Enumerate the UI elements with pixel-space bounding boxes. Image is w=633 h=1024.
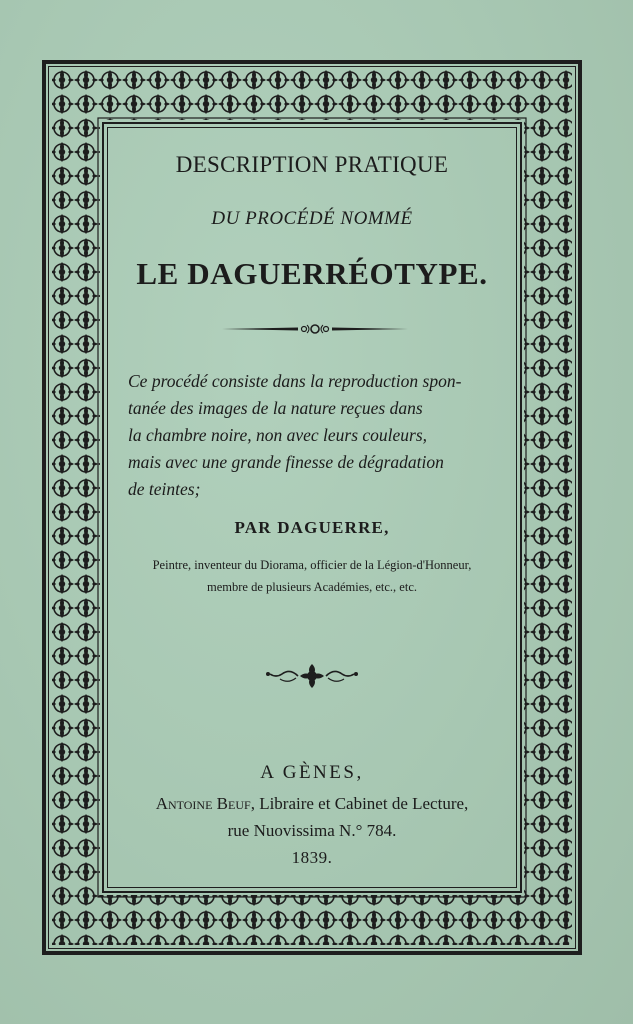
title-line-2: DU PROCÉDÉ NOMMÉ: [211, 208, 413, 229]
imprint-address: rue Nuovissima N.° 784.: [227, 821, 397, 840]
publisher-name: Antoine Beuf: [155, 794, 251, 813]
description-line: Ce procédé consiste dans la reproduction spon-: [128, 371, 462, 391]
description-line: la chambre noire, non avec leurs couleurs,: [128, 425, 428, 445]
imprint-year: 1839.: [291, 848, 333, 867]
publisher-details: , Libraire et Cabinet de Lecture,: [250, 794, 469, 813]
description-line: tanée des images de la nature reçues dans: [128, 398, 423, 418]
author-credentials-1: Peintre, inventeur du Diorama, officier de la Légion-d'Honneur,: [152, 558, 472, 572]
imprint-publisher: [100, 794, 524, 814]
title-main: LE DAGUERRÉOTYPE.: [136, 256, 488, 291]
description-line: de teintes;: [128, 479, 201, 499]
title-page: [110, 130, 514, 885]
imprint-place: A GÈNES,: [260, 762, 364, 783]
fleuron-icon: [262, 662, 362, 690]
author-byline: PAR DAGUERRE,: [234, 518, 390, 537]
decorative-rule-icon: [220, 320, 410, 338]
description-paragraph: [128, 368, 512, 503]
author-credentials-2: membre de plusieurs Académies, etc., etc.: [207, 580, 417, 594]
title-line-1: DESCRIPTION PRATIQUE: [175, 152, 449, 177]
description-line: mais avec une grande finesse de dégradation: [128, 452, 444, 472]
